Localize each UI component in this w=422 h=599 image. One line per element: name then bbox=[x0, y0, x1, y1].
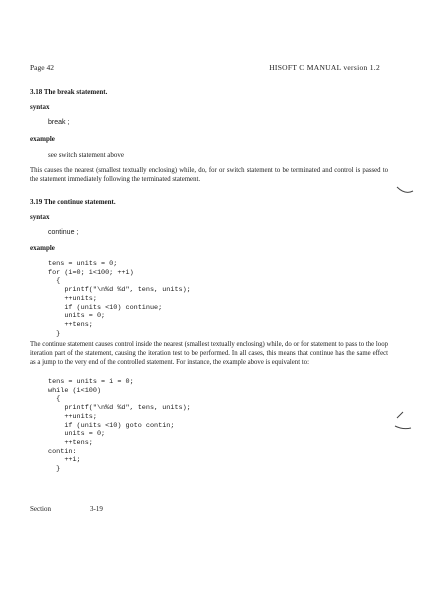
code-line: for (i=0; i<100; ++i) bbox=[48, 268, 134, 277]
continue-syntax: continue ; bbox=[48, 229, 79, 236]
continue-description: The continue statement causes control inside the nearest (smallest textually enclosing) while, do or for statement to pass to the loop iteration part of the statement, causing the iteration test to be performed. In all cases, this means that continue has the same effect as a jump to the very end of the controlled statement. For instance, the example above is equivalent to: bbox=[30, 341, 388, 366]
break-example-label: example bbox=[30, 135, 55, 143]
scan-mark bbox=[393, 410, 413, 432]
code-line: printf("\n%d %d", tens, units); bbox=[48, 404, 191, 413]
manual-title: HISOFT C MANUAL version 1.2 bbox=[269, 63, 380, 72]
code-line: ++i; bbox=[48, 456, 81, 465]
continue-example-label: example bbox=[30, 244, 55, 252]
code-line: units = 0; bbox=[48, 430, 106, 439]
code-line: tens = units = i = 0; bbox=[48, 378, 134, 386]
code-line: ++tens; bbox=[48, 438, 93, 447]
code-line: if (units <10) continue; bbox=[48, 303, 163, 312]
code-line: } bbox=[48, 465, 61, 474]
code-line: while (i<100) bbox=[48, 386, 102, 395]
code-line: if (units <10) goto contin; bbox=[48, 421, 175, 430]
break-syntax-label: syntax bbox=[30, 103, 50, 111]
code-line: ++units; bbox=[48, 412, 97, 421]
code-line: contin: bbox=[48, 447, 77, 456]
code-line: tens = units = 0; bbox=[48, 260, 118, 268]
break-syntax: break ; bbox=[48, 119, 70, 126]
code-line: { bbox=[48, 395, 61, 404]
continue-example-code bbox=[48, 260, 191, 338]
code-line: ++tens; bbox=[48, 320, 93, 329]
break-example: see switch statement above bbox=[48, 151, 125, 159]
code-line: units = 0; bbox=[48, 312, 106, 321]
code-line: printf("\n%d %d", tens, units); bbox=[48, 286, 191, 295]
code-line: } bbox=[48, 329, 61, 338]
code-line: { bbox=[48, 277, 61, 286]
equivalent-code bbox=[48, 378, 191, 474]
continue-syntax-label: syntax bbox=[30, 213, 50, 221]
footer-section-label: Section bbox=[30, 505, 51, 513]
continue-heading: 3.19 The continue statement. bbox=[30, 198, 116, 206]
break-description: This causes the nearest (smallest textually enclosing) while, do, for or switch statement to be terminated and control is passed to the statement immediately following the terminated statement. bbox=[30, 167, 388, 183]
scan-mark bbox=[395, 183, 415, 197]
code-line: ++units; bbox=[48, 294, 97, 303]
footer-section-number: 3-19 bbox=[90, 505, 103, 513]
break-heading: 3.18 The break statement. bbox=[30, 88, 108, 96]
page-number: Page 42 bbox=[30, 63, 54, 72]
